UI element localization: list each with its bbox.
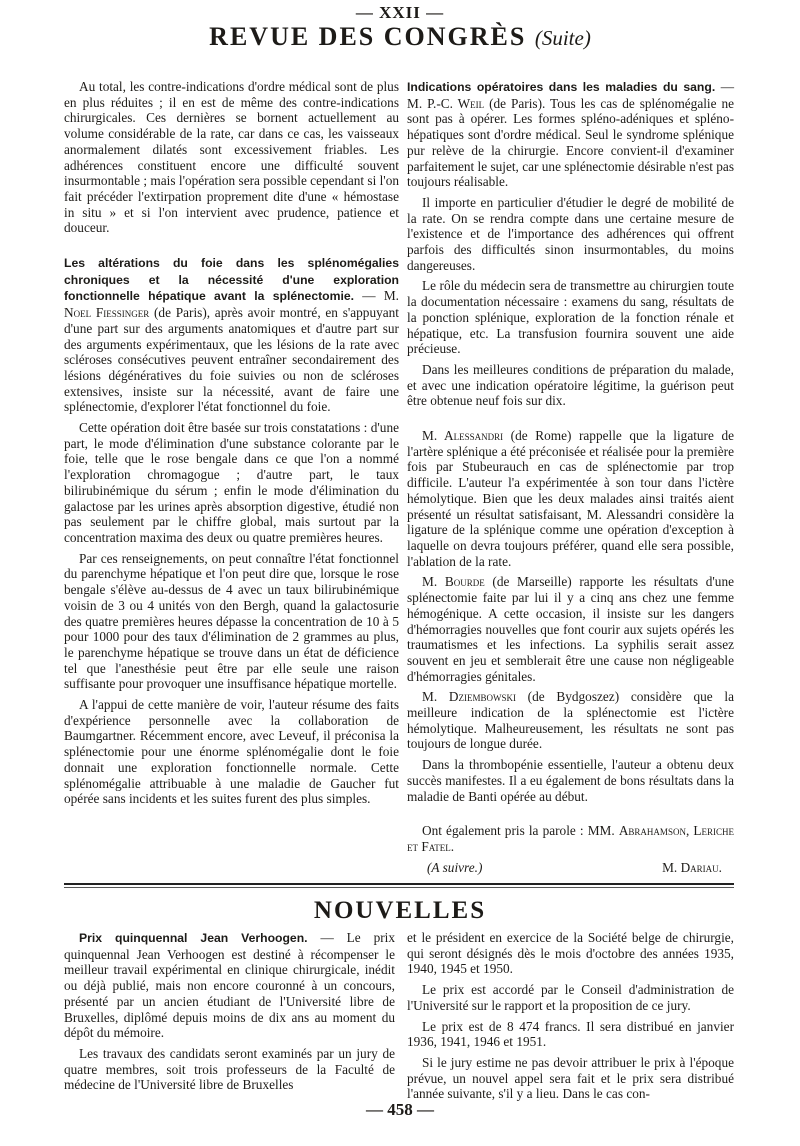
- paragraph: Indications opératoires dans les maladies du sang. — M. P.-C. Weil (de Paris). Tous les cas de splénomégalie ne sont pas à opérer. Les formes spléno-adéniques et spléno-hépatiques sont d'ordre médical. Seul le syndrome splénique pur relève de la chirurgie. Encore convient-il d'examiner parfaitement le sujet, car une splénectomie désirable n'est pas toujours réalisable.: [407, 79, 735, 190]
- paragraph: Le rôle du médecin sera de transmettre au chirurgien toute la documentation nécessaire : examens du sang, résultats de la ponction splénique, exploration de la fonction rénale et hépatique, etc. La transfusion fournira souvent une aide précieuse.: [407, 278, 734, 357]
- right-column: [407, 79, 734, 875]
- section-title-suffix: (Suite): [534, 26, 591, 50]
- paragraph: [407, 428, 734, 569]
- paragraph: Les travaux des candidats seront examinés par un jury de quatre membres, soit trois professeurs de la Faculté de médecine de l'Université libre de Bruxelles: [64, 1045, 395, 1093]
- section-divider: [64, 883, 734, 885]
- paragraph: [407, 823, 734, 854]
- author-name: M. P.-C. Weil: [407, 95, 485, 111]
- paragraph: Par ces renseignements, on peut connaître l'état fonctionnel du parenchyme hépatique et l'on peut dire que, lorsque le rose bengale s'élève au-dessus de 4 avec un taux bilirubinémique voisin de 3 ou 4 unités von den Bergh, quand la galactosurie des quatre premières heures dépasse la concentration de 10 à 5 pour 1000 pour des taux d'élimination de 2 grammes au plus, le parenchyme hépatique se trouve dans un état de déficience tel que l'anesthésie peut être par elle seule une raison suffisante pour provoquer une insuffisance hépatique mortelle.: [64, 550, 399, 692]
- paragraph: Il importe en particulier d'étudier le degré de mobilité de la rate. On se rendra compte dans une certaine mesure de l'existence et de l'importance des adhérences qui offrent parfois des difficultés sinon insurmontables, du moins dangereuses.: [407, 194, 734, 273]
- paragraph: [407, 689, 734, 752]
- author-name: M. Dziembowski: [422, 689, 516, 705]
- paragraph-heading: Les altérations du foie dans les splénomégalies chroniques et la nécessité d'une exploration fonctionnelle hépatique avant la splénectomie.: [64, 256, 399, 304]
- page-number: — 458 —: [366, 1100, 434, 1119]
- paragraph: Dans les meilleures conditions de préparation du malade, et avec une indication opératoire légitime, la guérison peut être obtenue neuf fois sur dix.: [407, 361, 734, 409]
- paragraph: A l'appui de cette manière de voir, l'auteur résume des faits d'expérience personnelle avec la collaboration de Baumgartner. Récemment encore, avec Leveuf, il préconisa la splénectomie pour une énorme splénomégalie dont le foie donnait une exploration fonctionnelle normale. Cette splénomégalie attribuable à une maladie de Gaucher fut opérée sans incidents et les suites furent des plus simples.: [64, 697, 399, 807]
- section-title-text: REVUE DES CONGRÈS: [209, 22, 527, 51]
- paragraph: Si le jury estime ne pas devoir attribuer le prix à l'époque prévue, un nouvel appel sera fait et le prix sera distribué l'année suivante, s'il y a lieu. Dans le cas con-: [407, 1054, 734, 1102]
- paragraph: Les altérations du foie dans les splénomégalies chroniques et la nécessité d'une exploration fonctionnelle hépatique avant la splénectomie. — M. Noel Fiessinger (de Paris), après avoir montré, en s'appuyant d'une part sur des arguments anatomiques et d'autre part sur des arguments expérimentaux, que les lésions de la rate avec scléroses consécutives peuvent entraîner secondairement des lésions dégénératives du foie suivies ou non de scléroses extensives, insiste sur la nécessité, avant de faire une splénectomie, d'explorer l'état fonctionnel du foie.: [64, 256, 400, 415]
- paragraph: Au total, les contre-indications d'ordre médical sont de plus en plus réduites ; il en est de même des contre-indications chirurgicales. Ces dernières se bornent actuellement au volume considérable de la rate, car dans ce cas, les vaisseaux anormalement dilatés sont excessivement friables. Les adhérences constituent encore une difficulté souvent insurmontable ; mais l'opération sera possible cependant si l'on fait précéder l'extirpation proprement dite d'une « hémostase in situ » et si l'on intervient avec prudence, patience et douceur.: [64, 79, 399, 236]
- paragraph: Le prix est accordé par le Conseil d'administration de l'Université sur le rapport et la proposition de ce jury.: [407, 982, 734, 1013]
- news-title: NOUVELLES: [313, 897, 487, 924]
- author-name: M. Alessandri: [422, 428, 504, 444]
- paragraph-heading: Prix quinquennal Jean Verhoogen.: [79, 931, 308, 945]
- paragraph-text: (de Paris). Tous les cas de splénomégalie ne sont pas à opérer. Les formes spléno-adéniques et spléno-hépatiques sont d'ordre médical. Seul le syndrome splénique pur relève de la chirurgie. Encore convient-il d'examiner parfaitement le sujet, car une splénectomie désirable n'est pas toujours réalisable.: [407, 95, 735, 190]
- paragraph-text: Ont également pris la parole : MM.: [422, 823, 615, 839]
- paragraph-heading: Indications opératoires dans les maladies du sang.: [407, 80, 716, 94]
- author-name: M. Noel Fiessinger: [64, 288, 399, 321]
- paragraph-text: — Le prix quinquennal Jean Verhoogen est destiné à récompenser le meilleur travail expérimental en clinique chirurgicale, inédit ou déjà publié, mais non encore couronné à un concours, présenté par un ancien étudiant de l'Université libre de Bruxelles, diplômé depuis moins de dix ans au moment du dépôt du mémoire.: [64, 930, 396, 1041]
- left-column: [64, 79, 399, 812]
- news-right-column: [407, 930, 734, 1107]
- section-divider-thin: [64, 887, 734, 888]
- paragraph-text: (de Rome) rappelle que la ligature de l'artère splénique a été préconisée et réalisée pour la première fois par Stubeurauch en cas de splénectomie par trop difficile. L'auteur l'a expérimentée à son tour dans l'ictère hémolytique. Bien que les deux malades ainsi traités aient présenté un résultat satisfaisant, M. Alessandri considère la ligature de la splénique comme une opération d'exception à laquelle on devra toujours préférer, quand elle sera possible, l'ablation de la rate.: [407, 428, 735, 569]
- news-left-column: [64, 930, 395, 1098]
- paragraph: Dans la thrombopénie essentielle, l'auteur a obtenu deux succès manifestes. Il a eu également de bons résultats dans la maladie de Banti opérée au début.: [407, 757, 734, 804]
- paragraph-text: (de Bydgoszez) considère que la meilleure indication de la splénectomie est l'ictère hémolytique. Malheureusement, les résultats ne sont pas toujours de longue durée.: [407, 689, 734, 752]
- author-name: M. Bourde: [422, 574, 485, 590]
- page-roman-numeral: — XXII —: [355, 3, 445, 22]
- signature: M. Dariau.: [662, 859, 722, 875]
- paragraph: Le prix est de 8 474 francs. Il sera distribué en janvier 1936, 1941, 1946 et 1951.: [407, 1018, 734, 1050]
- to-follow-note: (A suivre.): [427, 859, 483, 875]
- paragraph: et le président en exercice de la Société belge de chirurgie, qui seront désignés dès le mois d'octobre des années 1935, 1940, 1945 et 1950.: [407, 930, 734, 977]
- section-title: [0, 20, 800, 55]
- paragraph-text: (de Marseille) rapporte les résultats d'une splénectomie faite par lui il y a cinq ans chez une femme hémogénique. A cette occasion, il insiste sur les dangers d'hémorragies nouvelles que font courir aux sujets opérés les traumatismes et les infections. La syphilis serait assez souvent en jeu et semblerait être une cause non négligeable d'hémorragies génitales.: [407, 574, 735, 684]
- paragraph: [64, 930, 395, 1041]
- paragraph: [407, 574, 734, 684]
- signature-line: [407, 860, 734, 876]
- paragraph-text: (de Paris), après avoir montré, en s'appuyant d'une part sur des arguments anatomiques et d'autre part sur des arguments expérimentaux, que les lésions de la rate avec scléroses consécutives peuvent entraîner secondairement des lésions dégénératives du foie suivies ou non de scléroses extensives, insiste sur la nécessité, avant de faire une splénectomie, d'explorer l'état fonctionnel du foie.: [64, 305, 400, 415]
- speaker-names: Abrahamson, Leriche et Fatel.: [407, 823, 734, 854]
- paragraph: Cette opération doit être basée sur trois constatations : d'une part, le mode d'élimination d'une substance colorante par le foie, telle que le rose bengale dans ce que l'on a nommé l'exploration chromagogue ; d'autre part, le taux bilirubinémique du sérum ; enfin le mode d'élimination du galactose par les urines après absorption digestive, étudié non pas seulement par le chiffre global, mais surtout par la concentration maxima des deux ou quatre premières heures.: [64, 420, 399, 545]
